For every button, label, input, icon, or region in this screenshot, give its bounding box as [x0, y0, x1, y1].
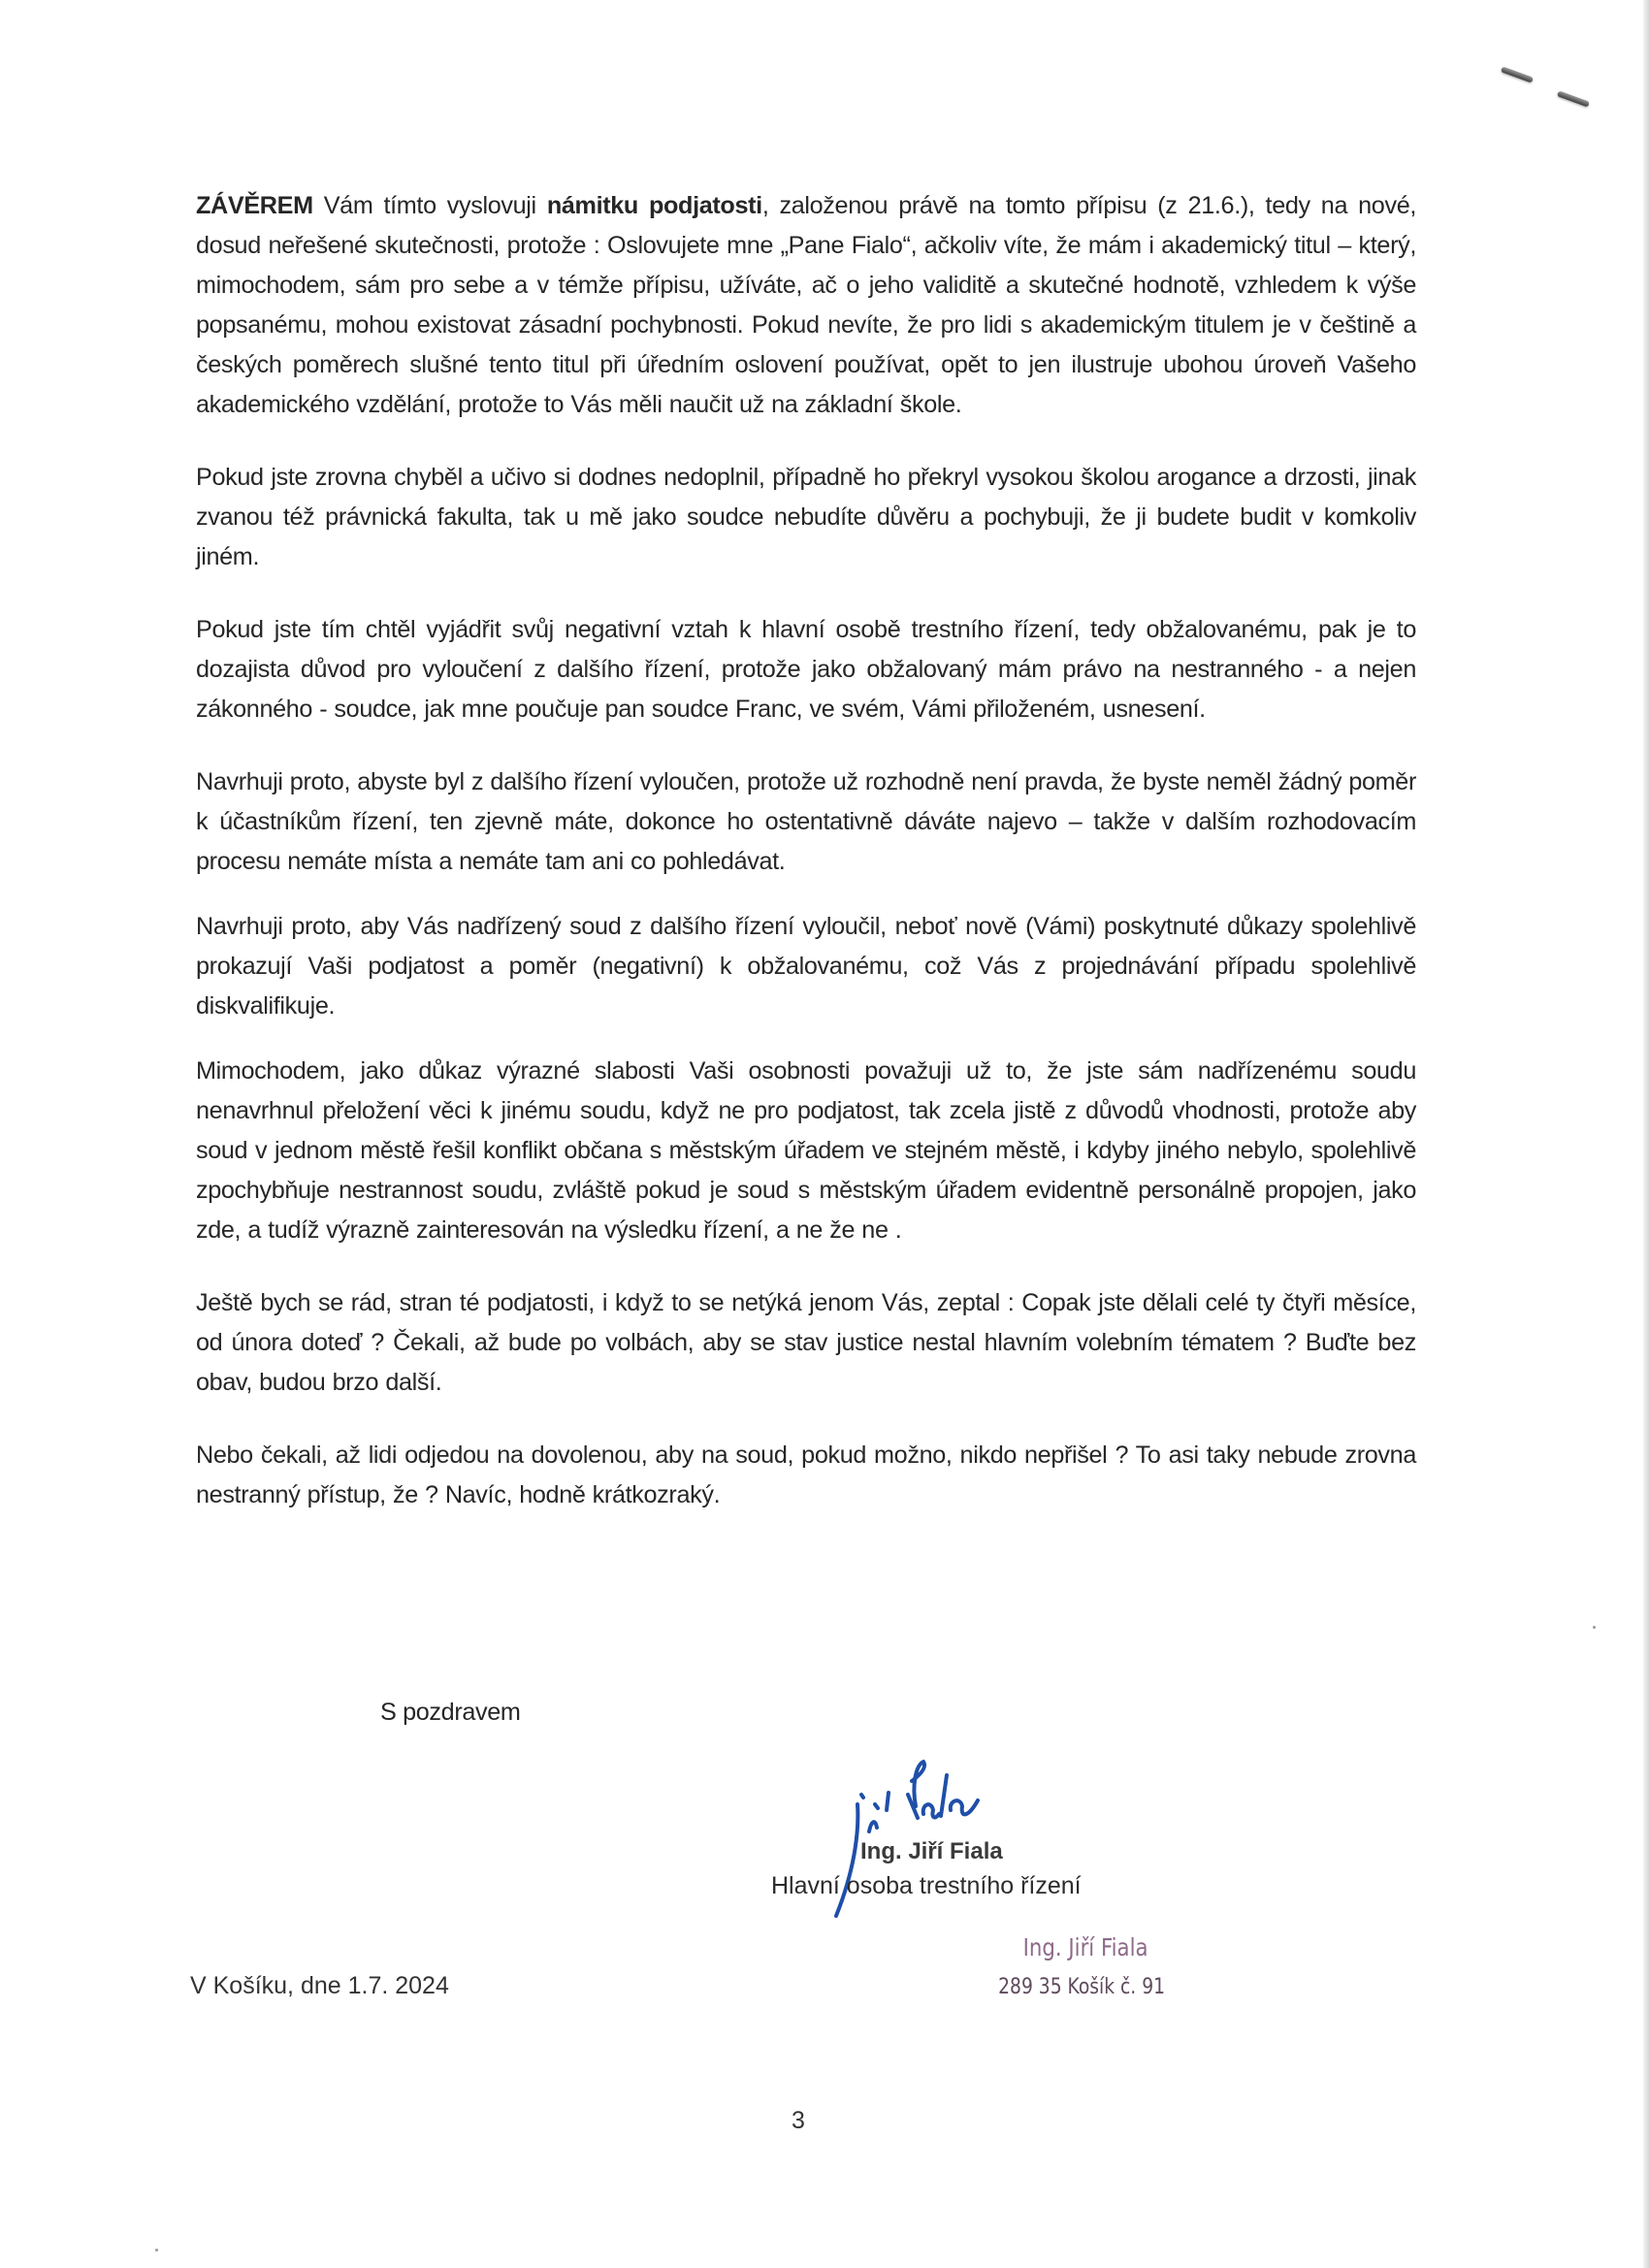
conclusion-heading: ZÁVĚREM — [196, 192, 313, 219]
signer-name: Ing. Jiří Fiala — [860, 1838, 1003, 1864]
paragraph: Pokud jste zrovna chyběl a učivo si dodnes nedoplnil, případně ho překryl vysokou školou arogance a drzosti, jinak zvanou též právnická fakulta, tak u mě jako soudce nebudíte důvěru a pochybuji, že ji budete budit v komkoliv jiném. — [196, 464, 1416, 570]
address-stamp — [984, 1933, 1180, 1999]
paragraph-text: Vám tímto vyslovuji — [312, 192, 547, 219]
objection-phrase: námitku podjatosti — [546, 192, 762, 219]
paragraph-text: , založenou právě na tomto přípisu (z 21.6.), tedy na nové, dosud neřešené skutečnosti, protože : Oslovujete mne „Pane Fialo“, ačkoliv víte, že mám i akademický titul – který, mimochodem, sám pro sebe a v témže přípisu, užíváte, ač o jeho validitě a skutečné hodnotě, vzhledem k výše popsanému, mohou existovat zásadní pochybnosti. Pokud nevíte, že pro lidi s akademickým titulem je v češtině a českých poměrech slušné tento titul při úředním oslovení používat, opět to jen ilustruje ubohou úroveň Vašeho akademického vzdělání, protože to Vás měli naučit už na základní škole. — [196, 192, 1417, 418]
paragraph-conclusion — [196, 186, 1416, 425]
closing-greeting: S pozdravem — [380, 1699, 521, 1726]
staple-icon — [1557, 90, 1590, 107]
scan-edge-shadow — [1643, 0, 1649, 2268]
paragraph: Mimochodem, jako důkaz výrazné slabosti Vaši osobnosti považuji už to, že jste sám nadřízenému soudu nenavrhnul přeložení věci k jinému soudu, když ne pro podjatost, tak zcela jistě z důvodů vhodnosti, protože aby soud v jednom městě řešil konflikt občana s městským úřadem ve stejném městě, i kdyby jiného nebylo, spolehlivě zpochybňuje nestrannost soudu, zvláště pokud je soud s městským úřadem evidentně personálně propojen, jako zde, a tudíž výrazně zainteresován na výsledku řízení, a ne že ne . — [196, 1057, 1416, 1244]
letter-body — [196, 186, 1416, 1548]
scan-speck — [155, 2249, 158, 2252]
paragraph: Nebo čekali, až lidi odjedou na dovolenou, aby na soud, pokud možno, nikdo nepřišel ? To asi taky nebude zrovna nestranný přístup, že ? Navíc, hodně krátkozraký. — [196, 1442, 1416, 1508]
page-number: 3 — [792, 2107, 805, 2134]
paragraph: Navrhuji proto, aby Vás nadřízený soud z dalšího řízení vyloučil, neboť nově (Vámi) poskytnuté důkazy spolehlivě prokazují Vaši podjatost a poměr (negativní) k obžalovanému, což Vás z projednávání případu spolehlivě diskvalifikuje. — [196, 913, 1416, 1020]
stamp-address: 289 35 Košík č. 91 — [998, 1975, 1165, 1999]
place-and-date: V Košíku, dne 1.7. 2024 — [190, 1972, 449, 1999]
signer-role: Hlavní osoba trestního řízení — [771, 1872, 1082, 1899]
stamp-name: Ing. Jiří Fiala — [1022, 1933, 1148, 1961]
staple-icon — [1501, 66, 1534, 82]
paragraph: Pokud jste tím chtěl vyjádřit svůj negativní vztah k hlavní osobě trestního řízení, tedy obžalovanému, pak je to dozajista důvod pro vyloučení z dalšího řízení, protože jako obžalovaný mám právo na nestranného - a nejen zákonného - soudce, jak mne poučuje pan soudce Franc, ve svém, Vámi přiloženém, usnesení. — [196, 616, 1416, 723]
scan-speck — [1593, 1626, 1596, 1629]
paragraph: Ještě bych se rád, stran té podjatosti, i když to se netýká jenom Vás, zeptal : Copak jste dělali celé ty čtyři měsíce, od února doteď ? Čekali, až bude po volbách, aby se stav justice nestal hlavním volebním tématem ? Buďte bez obav, budou brzo další. — [196, 1289, 1416, 1396]
paragraph: Navrhuji proto, abyste byl z dalšího řízení vyloučen, protože už rozhodně není pravda, že byste neměl žádný poměr k účastníkům řízení, ten zjevně máte, dokonce ho ostentativně dáváte najevo – takže v dalším rozhodovacím procesu nemáte místa a nemáte tam ani co pohledávat. — [196, 768, 1416, 875]
